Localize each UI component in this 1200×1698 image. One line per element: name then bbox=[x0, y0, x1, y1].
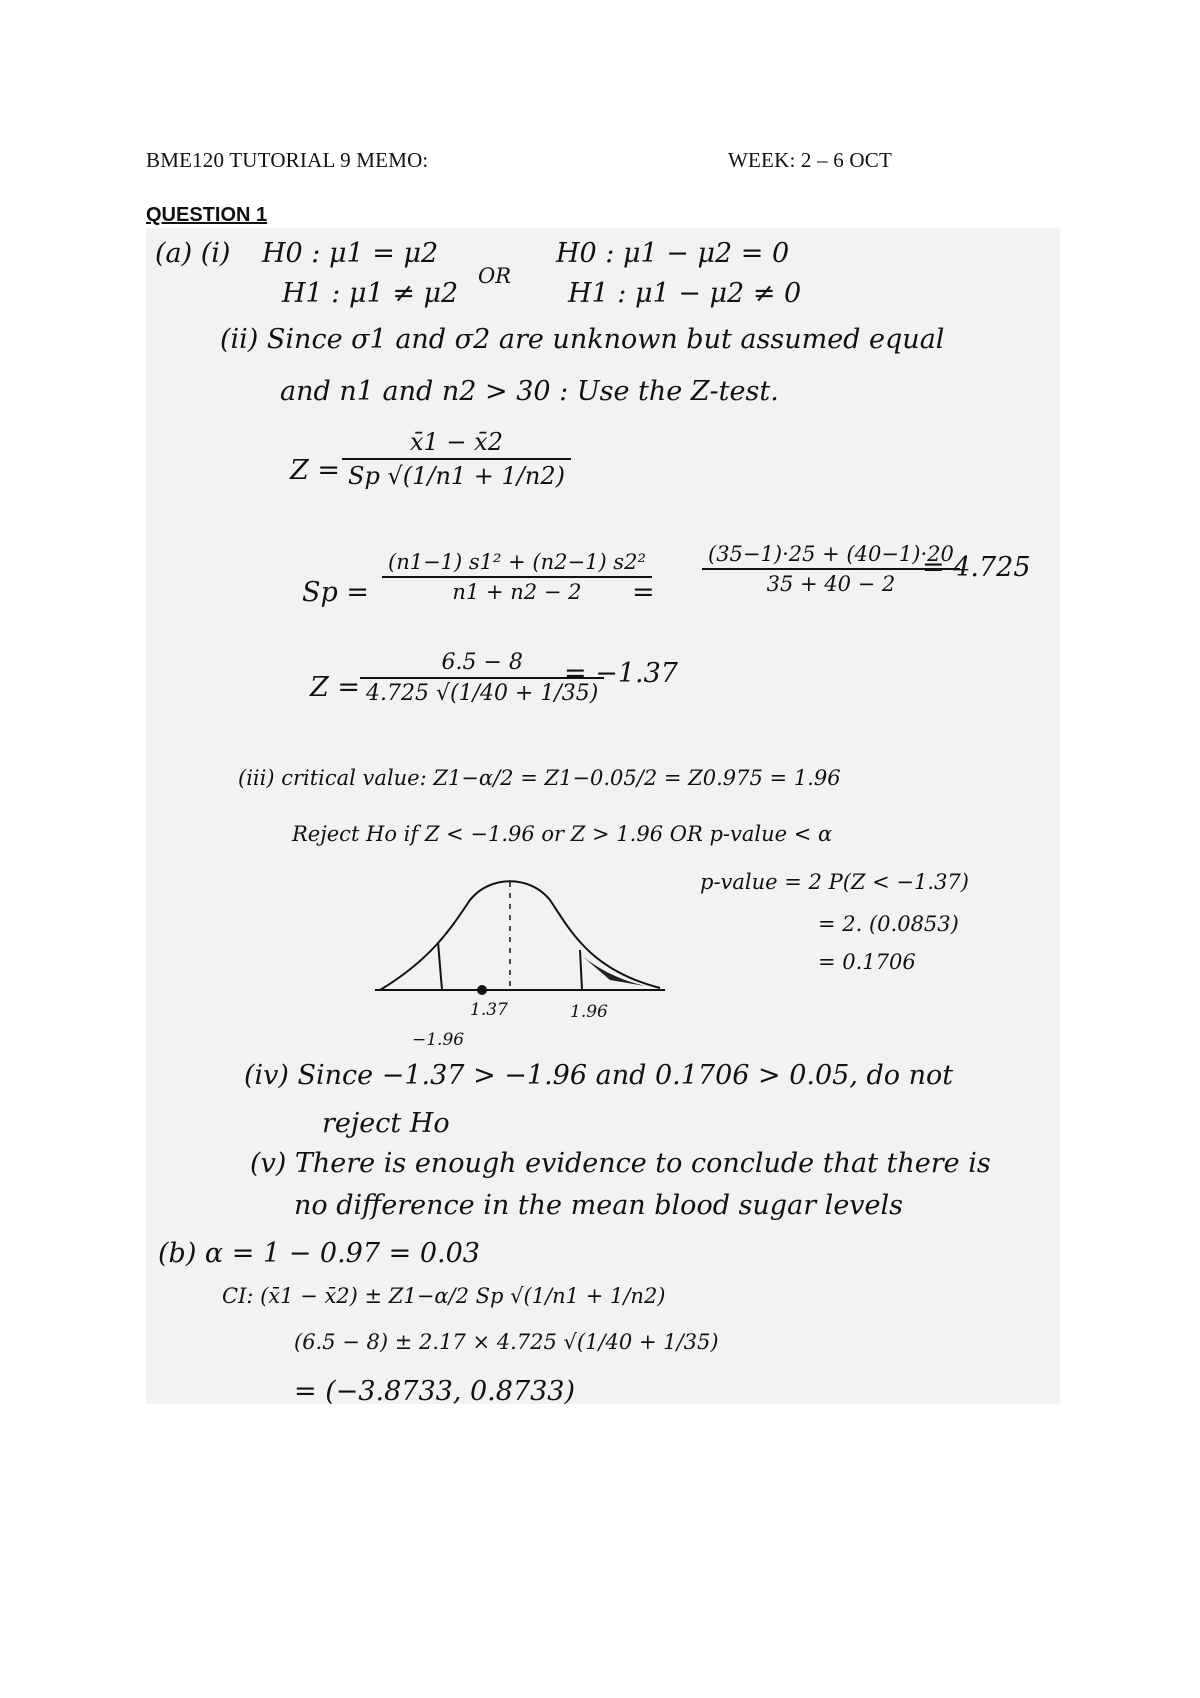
sp-substituted-denominator: 35 + 40 − 2 bbox=[702, 568, 960, 596]
sp-denominator: n1 + n2 − 2 bbox=[382, 576, 652, 604]
part-a-v-line1: (v) There is enough evidence to conclude that there is bbox=[250, 1148, 991, 1179]
graph-z-label: 1.37 bbox=[470, 1000, 508, 1020]
graph-crit-neg-label: −1.96 bbox=[412, 1030, 465, 1050]
pvalue-line3: = 0.1706 bbox=[818, 950, 916, 974]
header-right: WEEK: 2 – 6 OCT bbox=[728, 148, 892, 172]
z-value-result: = −1.37 bbox=[564, 658, 678, 689]
part-a-ii-line2: and n1 and n2 > 30 : Use the Z-test. bbox=[280, 376, 779, 407]
sp-result: = 4.725 bbox=[922, 552, 1031, 583]
part-b-alpha: (b) α = 1 − 0.97 = 0.03 bbox=[158, 1238, 480, 1269]
z-formula-fraction bbox=[342, 428, 571, 490]
test-statistic-dot bbox=[477, 985, 487, 995]
sp-fraction bbox=[382, 550, 652, 604]
question-title: QUESTION 1 bbox=[146, 204, 268, 226]
part-a-ii-line1: (ii) Since σ1 and σ2 are unknown but assumed equal bbox=[220, 324, 945, 355]
right-tail-shading bbox=[582, 956, 645, 986]
z-value-lhs: Z = bbox=[310, 672, 360, 703]
part-a-v-line2: no difference in the mean blood sugar levels bbox=[294, 1190, 904, 1221]
z-formula-lhs: Z = bbox=[290, 455, 340, 486]
pvalue-line2: = 2. (0.0853) bbox=[818, 912, 959, 936]
left-critical-line bbox=[438, 942, 442, 990]
header-left: BME120 TUTORIAL 9 MEMO: bbox=[146, 148, 429, 172]
normal-distribution-sketch bbox=[370, 870, 670, 1010]
alt-hypothesis-alt: H1 : μ1 − μ2 ≠ 0 bbox=[568, 278, 802, 309]
part-a-iii-line2: Reject Ho if Z < −1.96 or Z > 1.96 OR p-value < α bbox=[292, 822, 833, 846]
sp-equals: = bbox=[632, 577, 655, 608]
part-a-iv-line1: (iv) Since −1.37 > −1.96 and 0.1706 > 0.05, do not bbox=[244, 1060, 954, 1091]
part-a-iii-line1: (iii) critical value: Z1−α/2 = Z1−0.05/2 = Z0.975 = 1.96 bbox=[238, 766, 841, 790]
pvalue-line1: p-value = 2 P(Z < −1.37) bbox=[700, 870, 969, 894]
alt-hypothesis: H1 : μ1 ≠ μ2 bbox=[282, 278, 459, 309]
part-a-iv-line2: reject Ho bbox=[322, 1108, 450, 1139]
part-b-ci-result: = (−3.8733, 0.8733) bbox=[294, 1376, 576, 1407]
sp-substituted-numerator: (35−1)·25 + (40−1)·20 bbox=[708, 542, 954, 566]
part-b-ci-substituted: (6.5 − 8) ± 2.17 × 4.725 √(1/40 + 1/35) bbox=[294, 1330, 719, 1354]
part-b-ci-formula: CI: (x̄1 − x̄2) ± Z1−α/2 Sp √(1/n1 + 1/n2) bbox=[222, 1284, 666, 1308]
or-label: OR bbox=[478, 264, 512, 288]
part-a-i-label: (a) (i) bbox=[155, 238, 231, 269]
graph-crit-pos-label: 1.96 bbox=[570, 1002, 608, 1022]
z-formula-numerator: x̄1 − x̄2 bbox=[410, 428, 503, 456]
sp-numerator: (n1−1) s1² + (n2−1) s2² bbox=[388, 550, 646, 574]
z-value-denominator: 4.725 √(1/40 + 1/35) bbox=[360, 677, 604, 706]
right-critical-line bbox=[580, 950, 582, 990]
z-formula-denominator: Sp √(1/n1 + 1/n2) bbox=[342, 458, 571, 490]
null-hypothesis-alt: H0 : μ1 − μ2 = 0 bbox=[556, 238, 790, 269]
sp-lhs: Sp = bbox=[302, 577, 369, 608]
null-hypothesis: H0 : μ1 = μ2 bbox=[262, 238, 439, 269]
z-value-numerator: 6.5 − 8 bbox=[441, 650, 523, 675]
normal-curve bbox=[380, 881, 660, 990]
